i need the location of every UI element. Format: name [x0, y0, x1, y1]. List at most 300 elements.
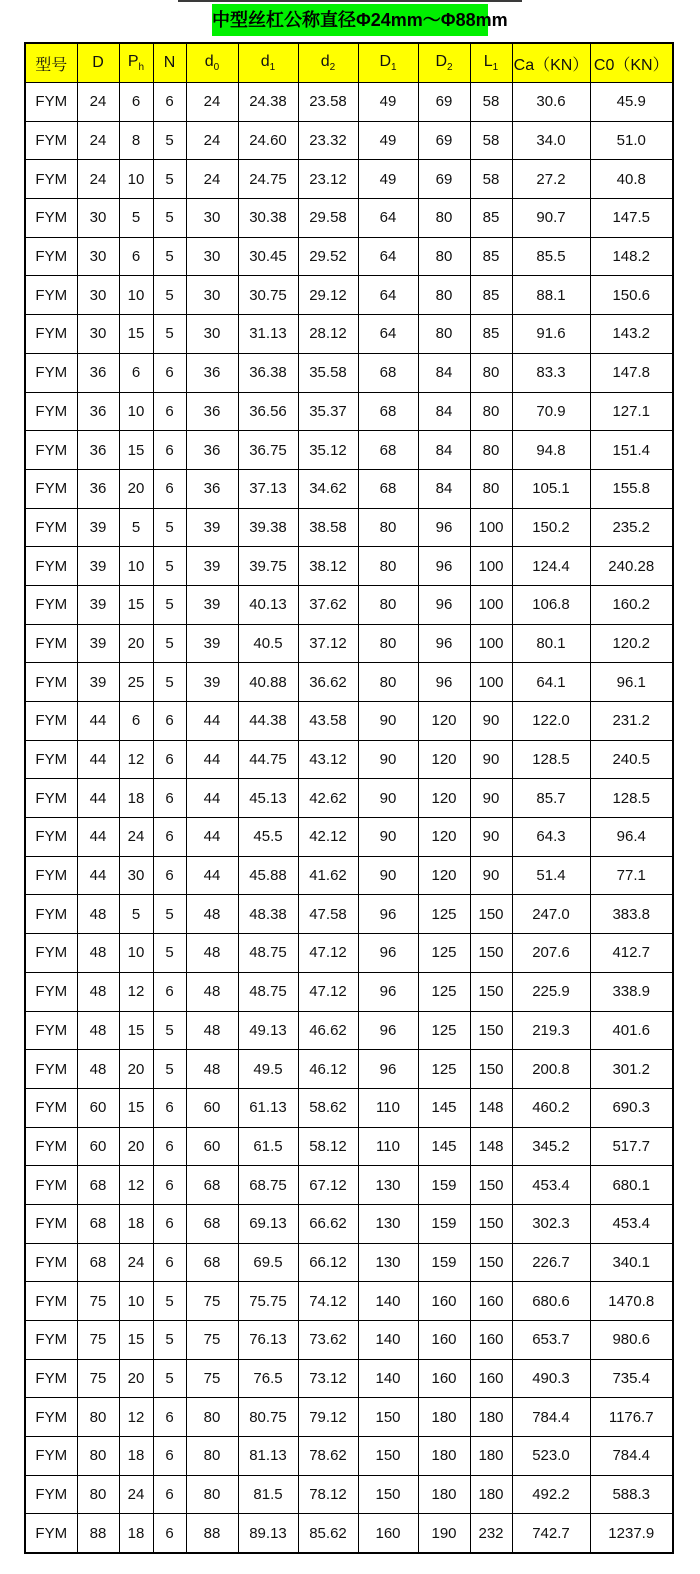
cell-D2: 159 [418, 1243, 470, 1282]
cell-d0: 39 [186, 508, 238, 547]
cell-D1: 64 [358, 237, 418, 276]
cell-N: 5 [153, 547, 186, 586]
cell-C0: 147.8 [590, 353, 673, 392]
cell-d0: 75 [186, 1321, 238, 1360]
cell-Ph: 6 [119, 237, 153, 276]
cell-d2: 35.58 [298, 353, 358, 392]
cell-d1: 61.13 [238, 1088, 298, 1127]
column-header-N [153, 43, 186, 83]
table-row [25, 160, 673, 199]
cell-N: 6 [153, 1166, 186, 1205]
cell-L1: 58 [470, 83, 512, 122]
cell-Ph: 10 [119, 547, 153, 586]
cell-D2: 96 [418, 585, 470, 624]
cell-Ph: 15 [119, 431, 153, 470]
cell-D: 44 [77, 779, 119, 818]
column-header-D [77, 43, 119, 83]
column-header-L1 [470, 43, 512, 83]
cell-d0: 39 [186, 585, 238, 624]
table-row [25, 121, 673, 160]
cell-d2: 36.62 [298, 663, 358, 702]
table-row [25, 585, 673, 624]
cell-d1: 76.5 [238, 1359, 298, 1398]
cell-D: 75 [77, 1321, 119, 1360]
cell-N: 5 [153, 160, 186, 199]
table-row [25, 469, 673, 508]
cell-D: 30 [77, 276, 119, 315]
table-row [25, 663, 673, 702]
cell-d2: 46.62 [298, 1011, 358, 1050]
cell-d0: 44 [186, 740, 238, 779]
cell-d2: 47.12 [298, 972, 358, 1011]
cell-d2: 78.12 [298, 1475, 358, 1514]
cell-D1: 49 [358, 160, 418, 199]
cell-d0: 48 [186, 895, 238, 934]
cell-N: 5 [153, 276, 186, 315]
cell-d1: 69.13 [238, 1204, 298, 1243]
cell-model: FYM [25, 1166, 77, 1205]
cell-D1: 110 [358, 1088, 418, 1127]
cell-d1: 81.13 [238, 1437, 298, 1476]
cell-d0: 39 [186, 663, 238, 702]
cell-D: 44 [77, 702, 119, 741]
cell-N: 6 [153, 1514, 186, 1553]
cell-d0: 39 [186, 624, 238, 663]
table-row [25, 1243, 673, 1282]
cell-N: 5 [153, 237, 186, 276]
column-header-d2 [298, 43, 358, 83]
cell-d2: 29.52 [298, 237, 358, 276]
cell-d0: 44 [186, 779, 238, 818]
cell-d0: 48 [186, 934, 238, 973]
cell-Ph: 5 [119, 199, 153, 238]
cell-d1: 36.75 [238, 431, 298, 470]
cell-L1: 232 [470, 1514, 512, 1553]
cell-d1: 39.38 [238, 508, 298, 547]
cell-L1: 80 [470, 431, 512, 470]
cell-Ca: 88.1 [512, 276, 590, 315]
cell-N: 5 [153, 508, 186, 547]
cell-L1: 100 [470, 624, 512, 663]
cell-D: 39 [77, 547, 119, 586]
column-header-label: C0（KN） [593, 56, 669, 74]
cell-d2: 66.62 [298, 1204, 358, 1243]
cell-d2: 42.12 [298, 818, 358, 857]
cell-d1: 48.38 [238, 895, 298, 934]
cell-model: FYM [25, 818, 77, 857]
table-row [25, 1475, 673, 1514]
table-row [25, 779, 673, 818]
cell-D1: 80 [358, 508, 418, 547]
cell-Ca: 453.4 [512, 1166, 590, 1205]
cell-D2: 160 [418, 1282, 470, 1321]
cell-N: 5 [153, 663, 186, 702]
cell-L1: 85 [470, 237, 512, 276]
cell-d2: 47.58 [298, 895, 358, 934]
cell-D2: 125 [418, 1011, 470, 1050]
cell-model: FYM [25, 508, 77, 547]
cell-d1: 69.5 [238, 1243, 298, 1282]
cell-model: FYM [25, 740, 77, 779]
cell-d1: 76.13 [238, 1321, 298, 1360]
cell-L1: 180 [470, 1398, 512, 1437]
cell-d2: 38.12 [298, 547, 358, 586]
cell-model: FYM [25, 1204, 77, 1243]
cell-d1: 30.38 [238, 199, 298, 238]
cell-model: FYM [25, 1282, 77, 1321]
cell-L1: 90 [470, 779, 512, 818]
column-header-label: d [260, 52, 270, 70]
cell-d2: 23.58 [298, 83, 358, 122]
cell-model: FYM [25, 1243, 77, 1282]
cell-model: FYM [25, 547, 77, 586]
cell-D1: 150 [358, 1437, 418, 1476]
cell-N: 5 [153, 624, 186, 663]
cell-d0: 44 [186, 702, 238, 741]
cell-N: 5 [153, 1011, 186, 1050]
cell-D: 39 [77, 585, 119, 624]
cell-D: 68 [77, 1204, 119, 1243]
cell-Ph: 15 [119, 1088, 153, 1127]
header-row [25, 43, 673, 83]
cell-d2: 73.12 [298, 1359, 358, 1398]
cell-N: 5 [153, 585, 186, 624]
cell-d2: 58.62 [298, 1088, 358, 1127]
cell-d1: 24.60 [238, 121, 298, 160]
cell-L1: 85 [470, 315, 512, 354]
cell-Ca: 85.5 [512, 237, 590, 276]
cell-L1: 150 [470, 1166, 512, 1205]
cell-Ca: 34.0 [512, 121, 590, 160]
cell-d1: 36.38 [238, 353, 298, 392]
table-row [25, 353, 673, 392]
cell-N: 6 [153, 740, 186, 779]
cell-D1: 80 [358, 585, 418, 624]
cell-D: 48 [77, 1011, 119, 1050]
table-row [25, 83, 673, 122]
cell-d0: 36 [186, 431, 238, 470]
cell-model: FYM [25, 585, 77, 624]
cell-C0: 150.6 [590, 276, 673, 315]
cell-Ph: 10 [119, 934, 153, 973]
cell-D2: 125 [418, 934, 470, 973]
cell-d0: 30 [186, 276, 238, 315]
cell-D1: 90 [358, 702, 418, 741]
cell-D: 48 [77, 972, 119, 1011]
cell-d1: 40.13 [238, 585, 298, 624]
cell-model: FYM [25, 431, 77, 470]
cell-Ph: 24 [119, 818, 153, 857]
cell-Ph: 18 [119, 1514, 153, 1553]
cell-D: 39 [77, 508, 119, 547]
cell-N: 5 [153, 1050, 186, 1089]
cell-L1: 148 [470, 1088, 512, 1127]
cell-N: 5 [153, 1359, 186, 1398]
cell-d1: 39.75 [238, 547, 298, 586]
table-row [25, 276, 673, 315]
cell-D: 44 [77, 856, 119, 895]
cell-L1: 85 [470, 276, 512, 315]
cell-D1: 96 [358, 1011, 418, 1050]
cell-C0: 231.2 [590, 702, 673, 741]
cell-d2: 35.37 [298, 392, 358, 431]
cell-d1: 45.5 [238, 818, 298, 857]
cell-Ph: 25 [119, 663, 153, 702]
cell-D: 75 [77, 1359, 119, 1398]
cell-D: 80 [77, 1475, 119, 1514]
column-header-subscript: 1 [269, 62, 276, 74]
cell-d0: 68 [186, 1166, 238, 1205]
cell-L1: 160 [470, 1359, 512, 1398]
cell-Ca: 150.2 [512, 508, 590, 547]
cell-C0: 1237.9 [590, 1514, 673, 1553]
cell-D2: 145 [418, 1127, 470, 1166]
cell-C0: 96.1 [590, 663, 673, 702]
cell-Ph: 6 [119, 83, 153, 122]
table-row [25, 1282, 673, 1321]
cell-C0: 784.4 [590, 1437, 673, 1476]
cell-Ca: 51.4 [512, 856, 590, 895]
cell-Ph: 15 [119, 1011, 153, 1050]
cell-model: FYM [25, 1475, 77, 1514]
cell-L1: 85 [470, 199, 512, 238]
cell-N: 5 [153, 1321, 186, 1360]
cell-d1: 68.75 [238, 1166, 298, 1205]
cell-D: 48 [77, 1050, 119, 1089]
cell-C0: 151.4 [590, 431, 673, 470]
cell-D2: 84 [418, 431, 470, 470]
cell-Ph: 20 [119, 1050, 153, 1089]
cell-Ph: 6 [119, 702, 153, 741]
cell-d0: 30 [186, 199, 238, 238]
cell-model: FYM [25, 702, 77, 741]
cell-C0: 155.8 [590, 469, 673, 508]
table-title: 中型丝杠公称直径Φ24mm～Φ88mm [212, 4, 488, 36]
cell-d2: 38.58 [298, 508, 358, 547]
cell-Ph: 18 [119, 1204, 153, 1243]
cell-L1: 148 [470, 1127, 512, 1166]
cell-D1: 90 [358, 740, 418, 779]
cell-Ph: 18 [119, 779, 153, 818]
cell-N: 6 [153, 469, 186, 508]
cell-model: FYM [25, 779, 77, 818]
cell-N: 5 [153, 199, 186, 238]
cell-N: 5 [153, 1282, 186, 1321]
cell-D2: 69 [418, 83, 470, 122]
cell-N: 6 [153, 353, 186, 392]
cell-D: 68 [77, 1243, 119, 1282]
cell-D: 24 [77, 121, 119, 160]
cell-model: FYM [25, 199, 77, 238]
cell-Ca: 207.6 [512, 934, 590, 973]
cell-model: FYM [25, 315, 77, 354]
cell-Ca: 105.1 [512, 469, 590, 508]
cell-D1: 64 [358, 199, 418, 238]
cell-d0: 88 [186, 1514, 238, 1553]
cell-D: 44 [77, 740, 119, 779]
cell-model: FYM [25, 121, 77, 160]
cell-Ph: 12 [119, 1398, 153, 1437]
cell-D2: 125 [418, 895, 470, 934]
cell-d0: 75 [186, 1282, 238, 1321]
cell-D2: 84 [418, 469, 470, 508]
cell-D2: 180 [418, 1437, 470, 1476]
cell-D: 39 [77, 663, 119, 702]
cell-model: FYM [25, 1398, 77, 1437]
cell-model: FYM [25, 1359, 77, 1398]
cell-C0: 77.1 [590, 856, 673, 895]
table-row [25, 740, 673, 779]
cell-d0: 44 [186, 818, 238, 857]
cell-N: 6 [153, 702, 186, 741]
cell-d0: 24 [186, 160, 238, 199]
cell-N: 6 [153, 1204, 186, 1243]
table-body [25, 83, 673, 1554]
cell-L1: 150 [470, 895, 512, 934]
cell-model: FYM [25, 972, 77, 1011]
cell-C0: 96.4 [590, 818, 673, 857]
cell-N: 6 [153, 1475, 186, 1514]
cell-C0: 690.3 [590, 1088, 673, 1127]
cell-D1: 68 [358, 392, 418, 431]
cell-L1: 150 [470, 934, 512, 973]
cell-d0: 30 [186, 237, 238, 276]
cell-D1: 80 [358, 624, 418, 663]
table-row [25, 199, 673, 238]
cell-D2: 69 [418, 160, 470, 199]
column-header-label: d [204, 52, 214, 70]
cell-C0: 128.5 [590, 779, 673, 818]
cell-d1: 48.75 [238, 972, 298, 1011]
cell-D: 60 [77, 1127, 119, 1166]
cell-L1: 100 [470, 585, 512, 624]
cell-C0: 340.1 [590, 1243, 673, 1282]
column-header-Ph [119, 43, 153, 83]
cell-L1: 80 [470, 469, 512, 508]
table-row [25, 315, 673, 354]
cell-D1: 64 [358, 315, 418, 354]
cell-L1: 90 [470, 740, 512, 779]
table-row [25, 1398, 673, 1437]
cell-D1: 130 [358, 1166, 418, 1205]
cell-Ph: 10 [119, 276, 153, 315]
cell-Ca: 226.7 [512, 1243, 590, 1282]
cell-d1: 40.5 [238, 624, 298, 663]
cell-L1: 180 [470, 1475, 512, 1514]
cell-D2: 84 [418, 353, 470, 392]
cell-C0: 453.4 [590, 1204, 673, 1243]
cell-D2: 96 [418, 547, 470, 586]
cell-L1: 80 [470, 353, 512, 392]
table-row [25, 972, 673, 1011]
cell-model: FYM [25, 856, 77, 895]
cell-D: 39 [77, 624, 119, 663]
cell-d0: 75 [186, 1359, 238, 1398]
table-row [25, 895, 673, 934]
cell-C0: 45.9 [590, 83, 673, 122]
cell-Ph: 8 [119, 121, 153, 160]
cell-C0: 401.6 [590, 1011, 673, 1050]
cell-model: FYM [25, 1514, 77, 1553]
cell-d2: 74.12 [298, 1282, 358, 1321]
cell-Ph: 10 [119, 1282, 153, 1321]
cell-Ph: 20 [119, 1127, 153, 1166]
cell-d0: 48 [186, 1011, 238, 1050]
cell-C0: 148.2 [590, 237, 673, 276]
cell-Ca: 490.3 [512, 1359, 590, 1398]
cell-d2: 78.62 [298, 1437, 358, 1476]
cell-C0: 338.9 [590, 972, 673, 1011]
cell-D1: 140 [358, 1282, 418, 1321]
cell-L1: 100 [470, 663, 512, 702]
column-header-model [25, 43, 77, 83]
cell-D1: 140 [358, 1359, 418, 1398]
cell-D1: 130 [358, 1204, 418, 1243]
column-header-label: P [127, 52, 139, 70]
cell-d0: 80 [186, 1475, 238, 1514]
cell-Ca: 680.6 [512, 1282, 590, 1321]
cell-C0: 301.2 [590, 1050, 673, 1089]
column-header-label: N [163, 54, 176, 71]
cell-D: 80 [77, 1398, 119, 1437]
cell-C0: 383.8 [590, 895, 673, 934]
cell-D: 48 [77, 895, 119, 934]
table-row [25, 1204, 673, 1243]
cell-Ph: 10 [119, 392, 153, 431]
cell-d0: 60 [186, 1127, 238, 1166]
table-row [25, 1011, 673, 1050]
cell-Ph: 18 [119, 1437, 153, 1476]
cell-Ph: 15 [119, 315, 153, 354]
column-header-subscript: 1 [391, 62, 397, 74]
cell-D2: 160 [418, 1359, 470, 1398]
cell-d1: 44.75 [238, 740, 298, 779]
cell-C0: 40.8 [590, 160, 673, 199]
cell-Ca: 302.3 [512, 1204, 590, 1243]
cell-Ca: 742.7 [512, 1514, 590, 1553]
cell-d1: 45.88 [238, 856, 298, 895]
column-header-D2 [418, 43, 470, 83]
cell-D: 88 [77, 1514, 119, 1553]
column-header-label: 型号 [35, 56, 68, 74]
cell-D: 24 [77, 83, 119, 122]
cell-Ca: 83.3 [512, 353, 590, 392]
cell-Ph: 5 [119, 508, 153, 547]
cell-Ph: 20 [119, 624, 153, 663]
cell-D1: 96 [358, 1050, 418, 1089]
column-header-label: D [92, 54, 104, 71]
cell-C0: 412.7 [590, 934, 673, 973]
cell-d1: 24.75 [238, 160, 298, 199]
cell-C0: 240.28 [590, 547, 673, 586]
cell-D2: 180 [418, 1398, 470, 1437]
cell-d1: 24.38 [238, 83, 298, 122]
cell-d1: 61.5 [238, 1127, 298, 1166]
cell-D2: 145 [418, 1088, 470, 1127]
cell-Ca: 106.8 [512, 585, 590, 624]
cell-N: 6 [153, 818, 186, 857]
cell-model: FYM [25, 237, 77, 276]
cell-d0: 24 [186, 121, 238, 160]
cell-D2: 96 [418, 663, 470, 702]
cell-d2: 73.62 [298, 1321, 358, 1360]
cell-d2: 43.58 [298, 702, 358, 741]
cell-Ca: 784.4 [512, 1398, 590, 1437]
cell-d2: 42.62 [298, 779, 358, 818]
cell-d1: 75.75 [238, 1282, 298, 1321]
cell-Ph: 30 [119, 856, 153, 895]
cell-C0: 240.5 [590, 740, 673, 779]
